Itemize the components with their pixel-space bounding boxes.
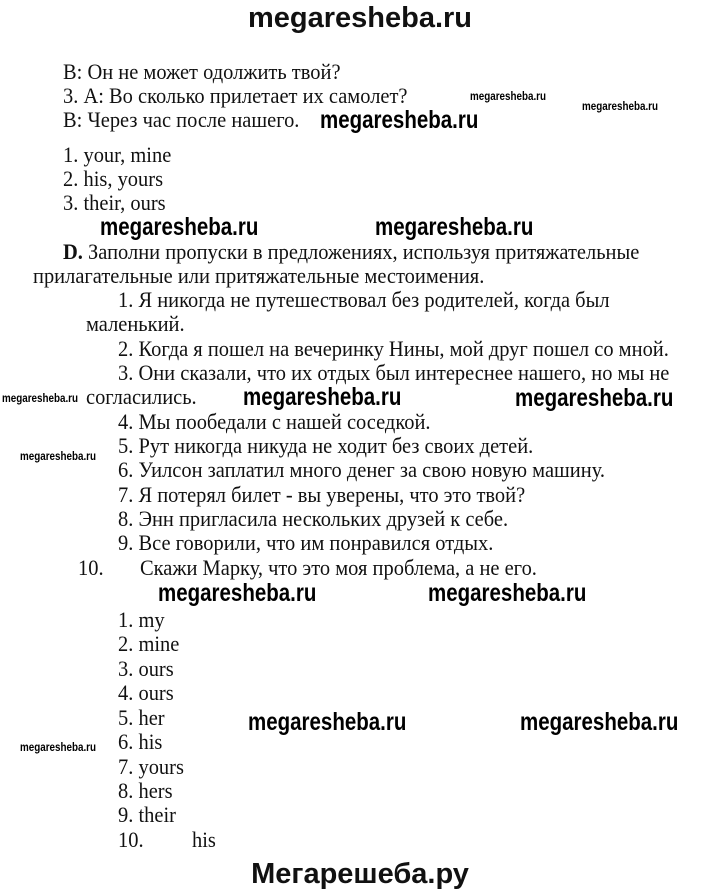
site-header: megaresheba.ru <box>247 2 473 34</box>
answer-number: 10. <box>118 827 144 852</box>
watermark: megaresheba.ru <box>158 579 317 607</box>
watermark: megaresheba.ru <box>470 89 547 103</box>
answer-line: 7. yours <box>118 754 184 779</box>
watermark: megaresheba.ru <box>100 213 259 241</box>
answer-line: 5. her <box>118 705 165 730</box>
sentence: 7. Я потерял билет - вы уверены, что это твой? <box>118 482 526 507</box>
watermark: megaresheba.ru <box>248 708 407 736</box>
answer-line: 1. my <box>118 607 165 632</box>
sentence: 5. Рут никогда никуда не ходит без своих детей. <box>118 433 534 458</box>
dialogue-line: В: Он не может одолжить твой? <box>63 59 341 84</box>
answer-line: 1. your, mine <box>63 142 172 167</box>
sentence: 1. Я никогда не путешествовал без родителей, когда был <box>118 287 610 312</box>
answer-line: 4. ours <box>118 680 174 705</box>
task-label: D. <box>63 239 83 264</box>
answer-line: 2. mine <box>118 631 180 656</box>
watermark: megaresheba.ru <box>375 213 534 241</box>
instruction-text: Заполни пропуски в предложениях, используя притяжательные <box>82 239 640 264</box>
watermark: megaresheba.ru <box>320 106 479 134</box>
watermark: megaresheba.ru <box>515 384 674 412</box>
sentence: маленький. <box>86 311 185 336</box>
answer-line: 8. hers <box>118 778 173 803</box>
watermark: megaresheba.ru <box>20 740 97 754</box>
answer-line: 3. ours <box>118 656 174 681</box>
dialogue-line: В: Через час после нашего. <box>63 107 300 132</box>
dialogue-line: 3. А: Во сколько прилетает их самолет? <box>63 83 408 108</box>
answer-line: 9. their <box>118 802 176 827</box>
answer-line: 6. his <box>118 729 163 754</box>
sentence: 3. Они сказали, что их отдых был интереснее нашего, но мы не <box>118 360 670 385</box>
sentence: 9. Все говорили, что им понравился отдых. <box>118 530 494 555</box>
watermark: megaresheba.ru <box>2 391 79 405</box>
sentence: 2. Когда я пошел на вечеринку Нины, мой друг пошел со мной. <box>118 336 669 361</box>
sentence-number: 10. <box>78 555 104 580</box>
sentence: 6. Уилсон заплатил много денег за свою новую машину. <box>118 457 606 482</box>
watermark: megaresheba.ru <box>582 99 659 113</box>
sentence: Скажи Марку, что это моя проблема, а не его. <box>140 555 537 580</box>
watermark: megaresheba.ru <box>243 383 402 411</box>
watermark: megaresheba.ru <box>428 579 587 607</box>
answer-line: 2. his, yours <box>63 166 164 191</box>
sentence: 8. Энн пригласила нескольких друзей к себе. <box>118 506 509 531</box>
answer-line: 3. their, ours <box>63 190 166 215</box>
task-d-instruction <box>63 240 639 264</box>
answer-line: his <box>192 827 216 852</box>
sentence: 4. Мы пообедали с нашей соседкой. <box>118 409 431 434</box>
watermark: megaresheba.ru <box>520 708 679 736</box>
sentence: согласились. <box>86 384 197 409</box>
task-d-instruction-cont: прилагательные или притяжательные местоимения. <box>33 263 485 288</box>
site-footer: Мегарешеба.ру <box>251 858 469 890</box>
watermark: megaresheba.ru <box>20 449 97 463</box>
